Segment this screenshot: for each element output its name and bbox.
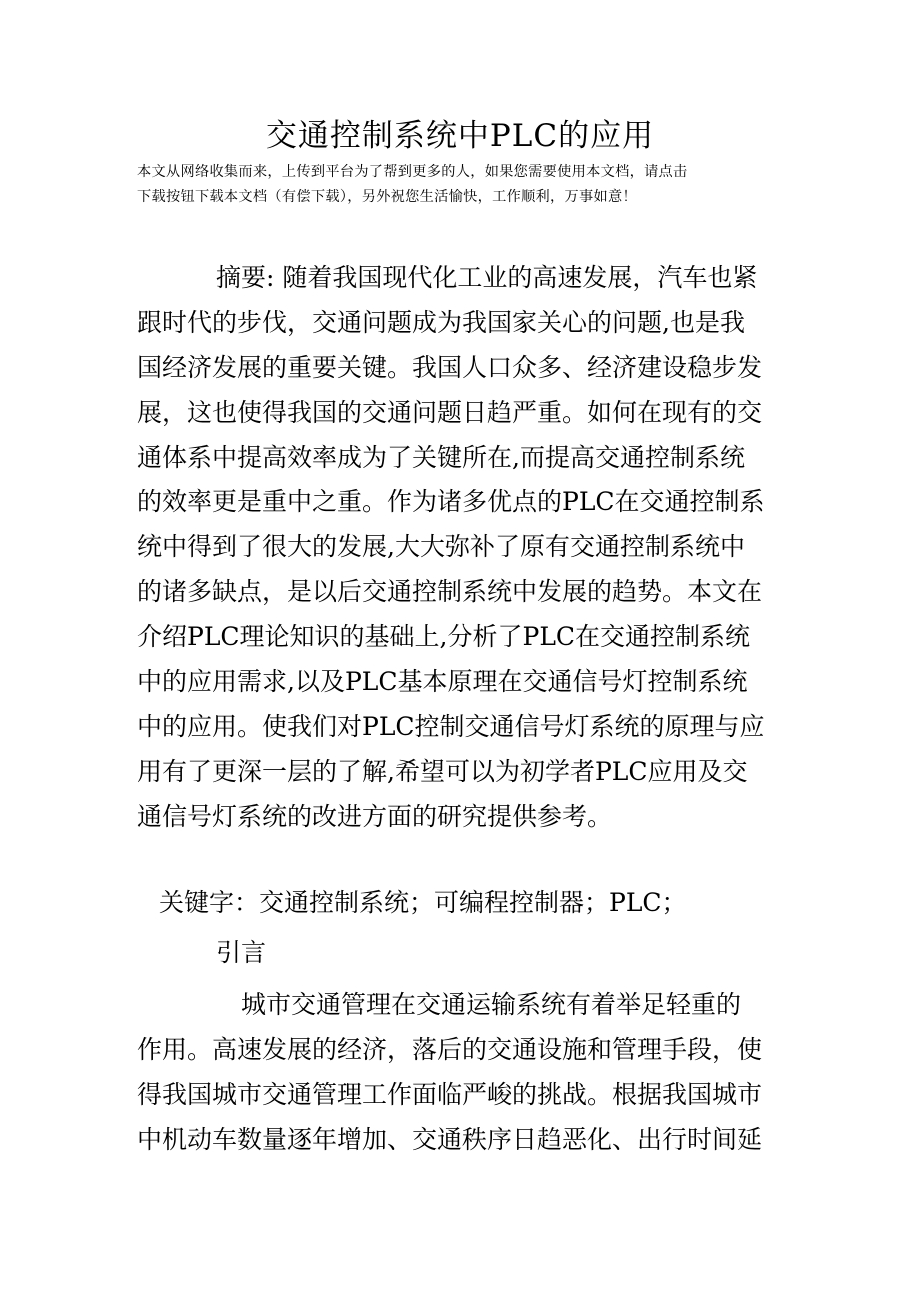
abstract-line: 摘要: 随着我国现代化工业的高速发展，汽车也紧	[216, 263, 758, 292]
intro-line: 中机动车数量逐年增加、交通秩序日趋恶化、出行时间延	[137, 1124, 763, 1154]
abstract-line: 用有了更深一层的了解,希望可以为初学者PLC应用及交	[137, 756, 748, 786]
intro-line: 得我国城市交通管理工作面临严峻的挑战。根据我国城市	[137, 1079, 763, 1109]
abstract-line: 展，这也使得我国的交通问题日趋严重。如何在现有的交	[137, 397, 763, 427]
intro-line: 城市交通管理在交通运输系统有着举足轻重的	[241, 990, 742, 1019]
notice-line: 下载按钮下载本文档（有偿下载），另外祝您生活愉快，工作顺利，万事如意！	[137, 189, 637, 205]
download-notice	[137, 160, 787, 210]
keywords-line: 关键字：交通控制系统；可编程控制器；PLC；	[159, 888, 687, 917]
section-heading	[137, 931, 787, 976]
intro-line: 作用。高速发展的经济，落后的交通设施和管理手段，使	[137, 1034, 763, 1064]
section-heading-text: 引言	[216, 938, 267, 967]
keywords	[137, 881, 787, 926]
notice-line: 本文从网络收集而来，上传到平台为了帮到更多的人，如果您需要使用本文档，请点击	[137, 164, 688, 180]
abstract-line: 通信号灯系统的改进方面的研究提供参考。	[137, 801, 613, 831]
abstract-paragraph	[137, 256, 787, 840]
abstract-line: 的效率更是重中之重。作为诸多优点的PLC在交通控制系	[137, 487, 765, 517]
document-title: 交通控制系统中PLC的应用	[265, 118, 655, 154]
intro-paragraph	[137, 983, 787, 1163]
abstract-line: 通体系中提高效率成为了关键所在,而提高交通控制系统	[137, 442, 745, 472]
abstract-line: 介绍PLC理论知识的基础上,分析了PLC在交通控制系统	[137, 622, 751, 652]
abstract-line: 中的应用。使我们对PLC控制交通信号灯系统的原理与应	[137, 711, 765, 741]
abstract-line: 中的应用需求,以及PLC基本原理在交通信号灯控制系统	[137, 667, 748, 697]
abstract-line: 国经济发展的重要关键。我国人口众多、经济建设稳步发	[137, 352, 763, 382]
abstract-line: 统中得到了很大的发展,大大弥补了原有交通控制系统中	[137, 532, 745, 562]
abstract-line: 跟时代的步伐，交通问题成为我国家关心的问题,也是我	[137, 307, 745, 337]
abstract-line: 的诸多缺点，是以后交通控制系统中发展的趋势。本文在	[137, 577, 763, 607]
